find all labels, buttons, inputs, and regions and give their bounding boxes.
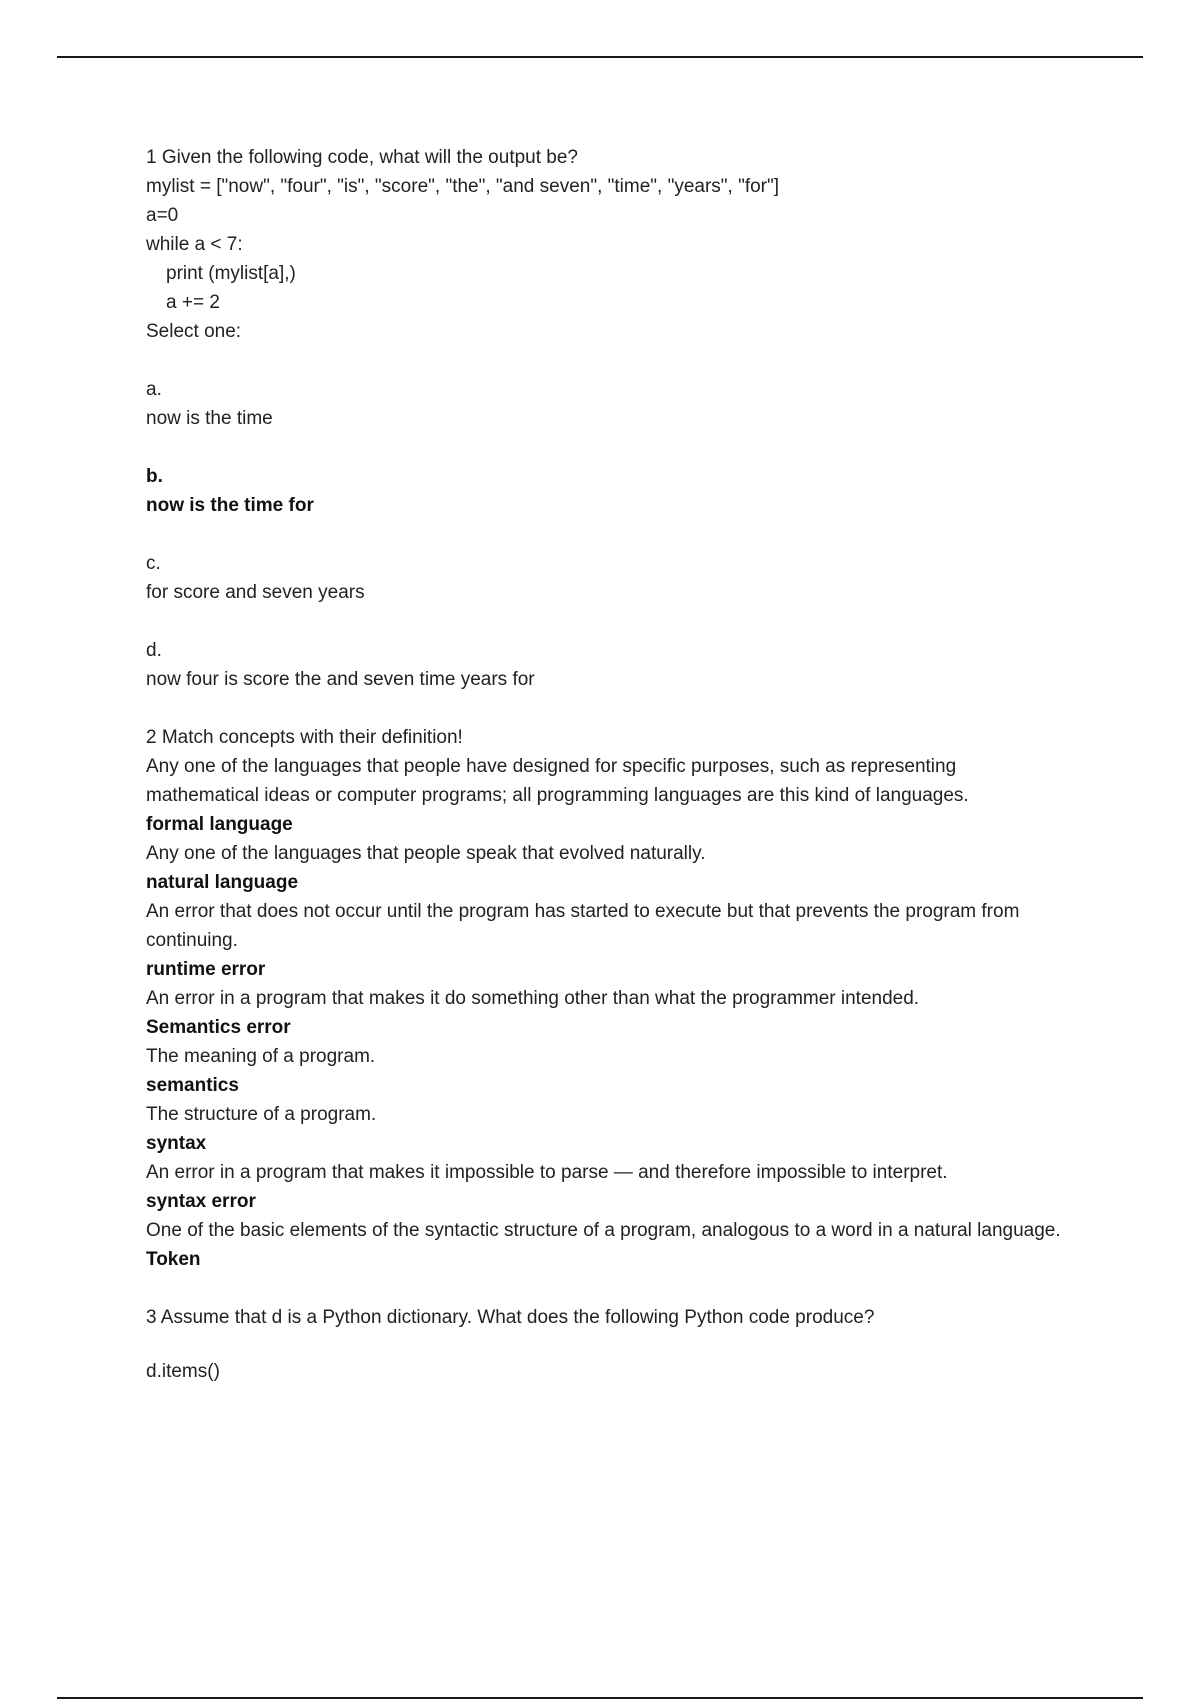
question-2 <box>146 723 1066 1274</box>
option-letter: a. <box>146 379 162 400</box>
term-answer: Semantics error <box>146 1017 291 1038</box>
option-letter: b. <box>146 466 163 487</box>
option-text: now four is score the and seven time years for <box>146 669 535 690</box>
footer-rule <box>57 1697 1143 1699</box>
answer-option-d[interactable] <box>146 636 1066 694</box>
term-answer: semantics <box>146 1075 239 1096</box>
definition-text: Any one of the languages that people have designed for specific purposes, such as representing mathematical ideas or computer programs; all programming languages are this kind of languages. <box>146 756 969 806</box>
term-answer: Token <box>146 1249 201 1270</box>
answer-option-a[interactable] <box>146 375 1066 433</box>
option-text: for score and seven years <box>146 582 365 603</box>
code-line: d.items() <box>146 1361 220 1382</box>
definition-text: The structure of a program. <box>146 1104 377 1125</box>
code-line: a += 2 <box>166 292 220 313</box>
header-rule <box>57 56 1143 58</box>
answer-option-c[interactable] <box>146 549 1066 607</box>
term-answer: syntax error <box>146 1191 256 1212</box>
question-2-text: 2 Match concepts with their definition! <box>146 727 463 748</box>
definition-text: One of the basic elements of the syntactic structure of a program, analogous to a word in a natural language. <box>146 1220 1061 1241</box>
answer-option-b-selected[interactable] <box>146 462 1066 520</box>
definition-text: The meaning of a program. <box>146 1046 376 1067</box>
code-line: mylist = ["now", "four", "is", "score", "the", "and seven", "time", "years", "for"] <box>146 176 780 197</box>
question-1 <box>146 143 1066 694</box>
term-answer: natural language <box>146 872 299 893</box>
question-3 <box>146 1303 1066 1386</box>
code-line: a=0 <box>146 205 179 226</box>
term-answer: runtime error <box>146 959 266 980</box>
option-text: now is the time for <box>146 495 314 516</box>
definition-text: An error that does not occur until the program has started to execute but that prevents the program from continuing. <box>146 901 1025 951</box>
term-answer: syntax <box>146 1133 207 1154</box>
question-1-text: 1 Given the following code, what will the output be? <box>146 147 578 168</box>
code-line: while a < 7: <box>146 234 243 255</box>
definition-text: An error in a program that makes it do something other than what the programmer intended. <box>146 988 920 1009</box>
option-letter: c. <box>146 553 161 574</box>
term-answer: formal language <box>146 814 293 835</box>
option-text: now is the time <box>146 408 273 429</box>
document-body <box>146 143 1066 1386</box>
code-line: print (mylist[a],) <box>166 263 296 284</box>
question-3-text: 3 Assume that d is a Python dictionary. What does the following Python code produce? <box>146 1307 875 1328</box>
option-letter: d. <box>146 640 162 661</box>
definition-text: Any one of the languages that people speak that evolved naturally. <box>146 843 706 864</box>
select-one-label: Select one: <box>146 321 242 342</box>
definition-text: An error in a program that makes it impossible to parse — and therefore impossible to interpret. <box>146 1162 948 1183</box>
